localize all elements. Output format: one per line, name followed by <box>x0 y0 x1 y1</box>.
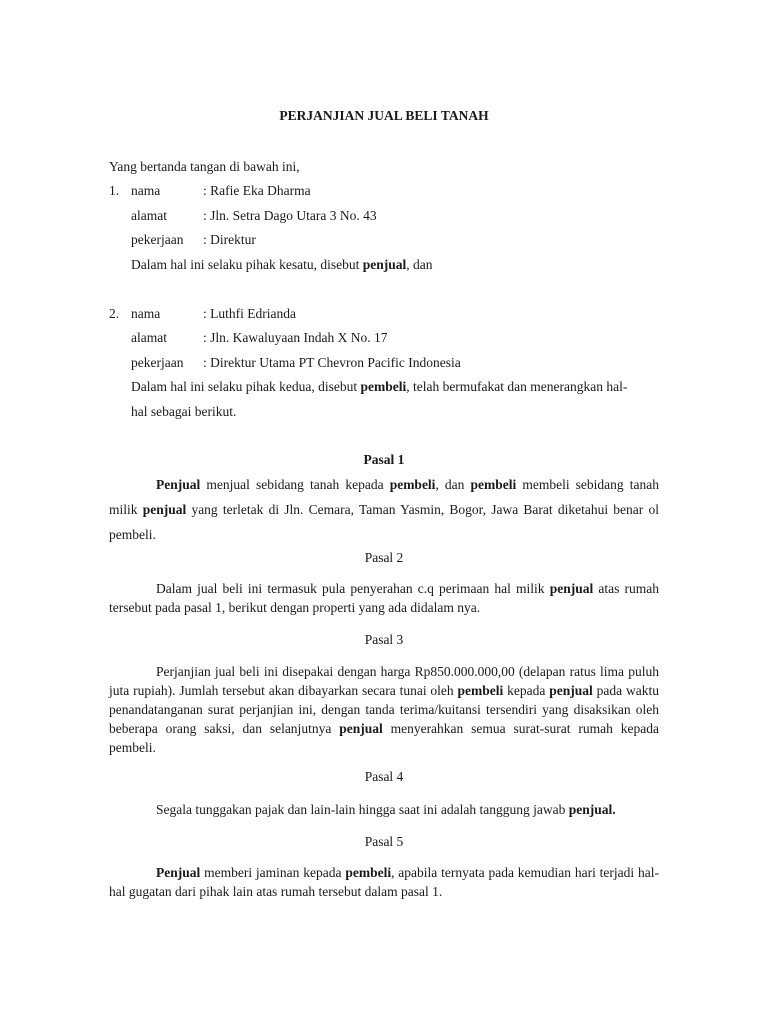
intro-text: Yang bertanda tangan di bawah ini, <box>109 159 300 174</box>
pasal5-heading: Pasal 5 <box>364 834 404 849</box>
party1-number: 1. <box>109 183 120 198</box>
pasal4-paragraph: Segala tunggakan pajak dan lain-lain hingga saat ini adalah tanggung jawab penjual. <box>156 802 616 817</box>
pasal3-paragraph: Perjanjian jual beli ini disepakai dengan harga Rp850.000.000,00 (delapan ratus lima puluh juta rupiah). Jumlah tersebut akan dibayarkan secara tunai oleh pembeli kepada penjual pada waktu penandatanganan surat perjanjian ini, dengan tanda terima/kuitansi tersendiri yang disaksikan oleh beberapa orang saksi, dan selanjutnya penjual menyerahkan semua surat-surat rumah kepada pembeli. <box>109 664 659 755</box>
party1-job-value: : Direktur <box>203 232 256 247</box>
party1-role-term: penjual <box>362 257 407 272</box>
pasal1-paragraph: Penjual menjual sebidang tanah kepada pembeli, dan pembeli membeli sebidang tanah milik penjual yang terletak di Jln. Cemara, Taman Yasmin, Bogor, Jawa Barat diketahui benar ol pembeli. <box>109 477 659 542</box>
party1-address-value: : Jln. Setra Dago Utara 3 No. 43 <box>203 208 377 223</box>
party1-name-row <box>109 183 311 199</box>
party2-address-row <box>131 330 387 346</box>
pasal2-paragraph: Dalam jual beli ini termasuk pula penyerahan c.q perimaan hal milik penjual atas rumah tersebut pada pasal 1, berikut dengan properti yang ada didalam nya. <box>109 581 660 615</box>
party2-name-value: : Luthfi Edrianda <box>203 306 296 321</box>
party2-job-value: : Direktur Utama PT Chevron Pacific Indonesia <box>203 355 461 370</box>
document-title: PERJANJIAN JUAL BELI TANAH <box>279 108 489 123</box>
party2-job-row <box>131 355 461 371</box>
party1-address-row <box>131 208 377 224</box>
pasal5-paragraph: Penjual memberi jaminan kepada pembeli, apabila ternyata pada kemudian hari terjadi hal-hal gugatan dari pihak lain atas rumah tersebut dalam pasal 1. <box>109 865 659 899</box>
pasal4-heading: Pasal 4 <box>364 769 404 784</box>
party1-job-row <box>131 232 256 248</box>
party2-role-continued: hal sebagai berikut. <box>131 404 237 419</box>
party1-role: Dalam hal ini selaku pihak kesatu, disebut penjual, dan <box>131 257 433 272</box>
party1-name-value: : Rafie Eka Dharma <box>203 183 311 198</box>
party2-role: Dalam hal ini selaku pihak kedua, disebut pembeli, telah bermufakat dan menerangkan hal- <box>131 379 628 394</box>
party2-number: 2. <box>109 306 120 321</box>
party2-name-label: nama <box>131 306 161 321</box>
party1-address-label: alamat <box>131 208 167 223</box>
party2-role-term: pembeli <box>360 379 407 394</box>
party1-name-label: nama <box>131 183 161 198</box>
party2-address-label: alamat <box>131 330 167 345</box>
party1-job-label: pekerjaan <box>131 232 184 247</box>
party2-name-row <box>109 306 296 322</box>
party2-job-label: pekerjaan <box>131 355 184 370</box>
pasal1-heading: Pasal 1 <box>363 452 405 467</box>
party2-address-value: : Jln. Kawaluyaan Indah X No. 17 <box>203 330 388 345</box>
pasal2-heading: Pasal 2 <box>364 550 404 565</box>
pasal3-heading: Pasal 3 <box>364 632 404 647</box>
